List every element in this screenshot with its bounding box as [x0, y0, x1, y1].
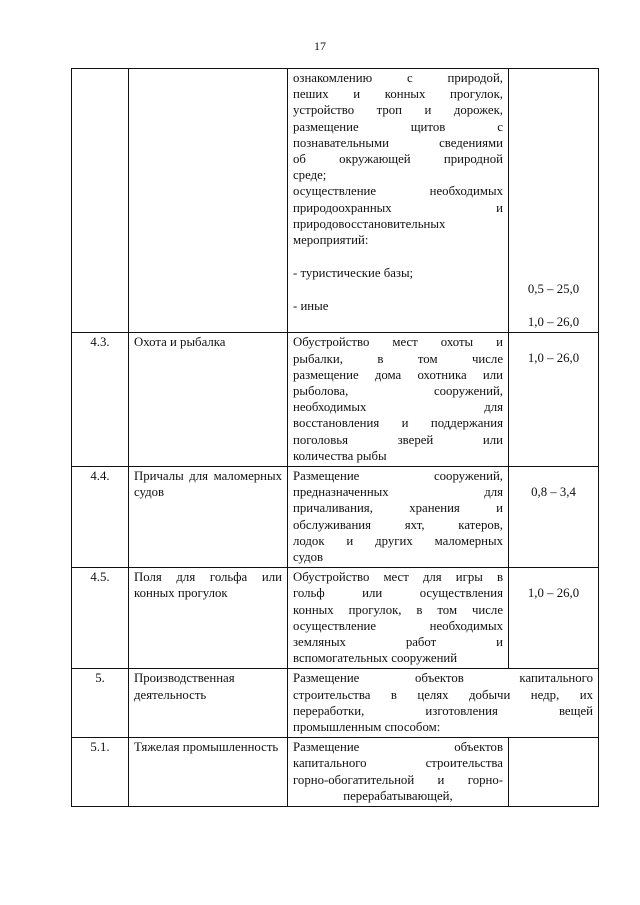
row-number-cell: 4.3. [72, 333, 129, 467]
description-line: земляных работ и [293, 635, 503, 650]
row-description-cell [288, 738, 509, 807]
description-line: лодок и других маломерных [293, 533, 503, 548]
row-value-cell [509, 69, 599, 333]
row-value-cell [509, 333, 599, 467]
row-value: 1,0 – 26,0 [527, 351, 580, 366]
page-number: 17 [314, 39, 326, 53]
description-line: природовосстановительных [293, 216, 446, 231]
description-line: мероприятий: [293, 233, 369, 248]
description-line: природоохранных и [293, 200, 503, 215]
row-description-cell [288, 333, 509, 467]
description-line: познавательными сведениями [293, 135, 503, 150]
row-name-cell: Охота и рыбалка [129, 333, 288, 467]
row-name-cell [129, 69, 288, 333]
row-number-cell: 4.4. [72, 467, 129, 568]
description-line: конных прогулок, в том числе [293, 602, 503, 617]
table-row [72, 333, 599, 467]
table-row [72, 568, 599, 669]
description-line: поголовья зверей или [293, 432, 503, 447]
row-value-cell [509, 467, 599, 568]
sub-item-value: 0,5 – 25,0 [527, 282, 580, 296]
description-line: об окружающей природной [293, 152, 503, 167]
description-line: вспомогательных сооружений [293, 651, 458, 666]
row-name-line: Поля для гольфа или конных прогулок [134, 570, 282, 601]
description-line: перерабатывающей, [343, 788, 453, 803]
row-description-cell [288, 69, 509, 333]
row-name-cell: Тяжелая промышленность [129, 738, 288, 807]
row-number-cell: 5.1. [72, 738, 129, 807]
regulation-table [71, 68, 599, 807]
table-row [72, 669, 599, 738]
row-description-cell [288, 568, 509, 669]
description-line: размещение дома охотника или [293, 367, 503, 382]
description-line: восстановления и поддержания [293, 416, 503, 431]
description-line: промышленным способом: [293, 720, 441, 735]
row-description-cell [288, 669, 599, 738]
row-name-cell [129, 467, 288, 568]
sub-item-label: - туристические базы; [293, 266, 414, 281]
description-line: переработки, изготовления вещей [293, 703, 593, 718]
sub-item-value: 1,0 – 26,0 [527, 315, 580, 330]
row-description-cell [288, 467, 509, 568]
description-line: рыбалки, в том числе [293, 351, 503, 366]
table-row [72, 467, 599, 568]
row-number-cell: 5. [72, 669, 129, 738]
description-line: гольф или осуществления [293, 586, 503, 601]
description-line: капитального строительства [293, 756, 503, 771]
description-line: горно-обогатительной и горно- [293, 772, 503, 787]
row-name-line: Причалы для маломерных судов [134, 469, 282, 500]
row-value: 0,8 – 3,4 [531, 485, 576, 500]
table-row [72, 69, 599, 333]
description-line: Обустройство мест охоты и [293, 335, 503, 350]
description-line: количества рыбы [293, 448, 387, 463]
table-row [72, 738, 599, 807]
description-line: Размещение объектов [293, 740, 503, 755]
row-value-cell [509, 738, 599, 807]
description-line: среде; [293, 168, 327, 183]
description-line: причаливания, хранения и [293, 501, 503, 516]
row-value-cell [509, 568, 599, 669]
description-line: размещение щитов с [293, 119, 503, 134]
description-line: строительства в целях добычи недр, их [293, 687, 593, 702]
description-line: Размещение сооружений, [293, 469, 503, 484]
sub-item-label: - иные [293, 299, 329, 314]
row-name-cell: Производственная деятельность [129, 669, 288, 738]
row-number-cell [72, 69, 129, 333]
description-line: пеших и конных прогулок, [293, 87, 503, 102]
description-line: Размещение объектов капитального [293, 671, 593, 686]
description-line: судов [293, 550, 324, 565]
description-line: устройство троп и дорожек, [293, 103, 503, 118]
description-line: ознакомлению с природой, [293, 71, 503, 85]
description-line: предназначенных для [293, 485, 503, 500]
description-line: осуществление необходимых [293, 618, 503, 633]
description-line: рыболова, сооружений, [293, 384, 503, 399]
description-line: обслуживания яхт, катеров, [293, 517, 503, 532]
description-line: Обустройство мест для игры в [293, 570, 503, 585]
description-line: осуществление необходимых [293, 184, 503, 199]
row-number-cell: 4.5. [72, 568, 129, 669]
description-line: необходимых для [293, 400, 503, 415]
row-value: 1,0 – 26,0 [527, 586, 580, 601]
row-name-cell [129, 568, 288, 669]
